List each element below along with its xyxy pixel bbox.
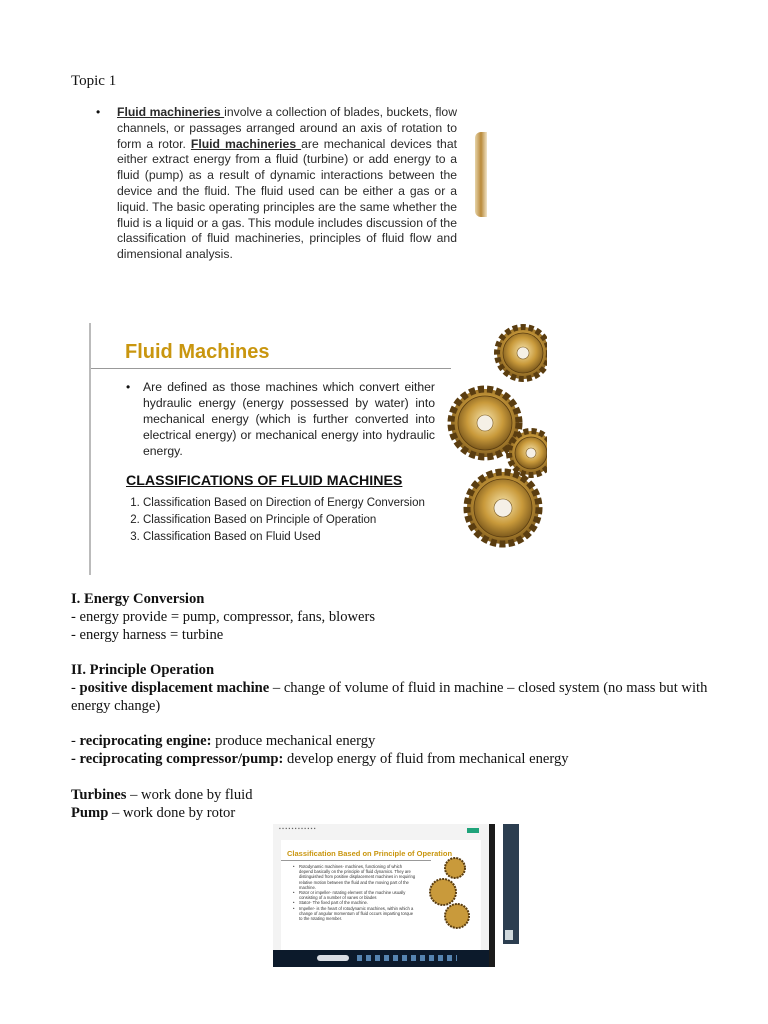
pump-term: Pump: [71, 804, 109, 821]
list-item: • Rotor or impeller- rotating element of the machine usually consisting of a number of vanes or blades: [299, 890, 417, 900]
reciprocating-compressor-term: - reciprocating compressor/pump:: [71, 751, 284, 768]
search-icon: [317, 955, 349, 961]
fluid-machines-definition: Are defined as those machines which convert either hydraulic energy (energy possessed by water) into mechanical energy (which is further converted into electrical energy) or mechanical energy into hydraulic energy.: [143, 380, 435, 458]
section-energy-conversion-heading: I. Energy Conversion: [71, 591, 205, 607]
slide-title: Classification Based on Principle of Operation: [287, 849, 453, 858]
taskbar-icons: [357, 955, 457, 961]
toolbar-ribbon: ▪ ▪ ▪ ▪ ▪ ▪ ▪ ▪ ▪ ▪ ▪ ▪: [279, 826, 316, 832]
taskbar: [273, 950, 489, 967]
reciprocating-compressor-text: develop energy of fluid from mechanical energy: [283, 751, 569, 768]
gear-edge-image: [475, 132, 487, 217]
reciprocating-engine-text: produce mechanical energy: [211, 733, 376, 750]
turbines-term: Turbines: [71, 786, 127, 803]
paragraph-text-2: are mechanical devices that either extract energy from a fluid (turbine) or add energy to a fluid (pump) as a result of dynamic interactions between the device and the fluid. The fluid used can be either a gas or a liquid. The basic operating principles are the same whether the fluid is a liquid or a gas. This module includes discussion of the classification of fluid machineries, principles of fluid flow and dimensional analysis.: [117, 136, 457, 262]
panel-icon: [505, 930, 513, 940]
paragraph-text-1: involve a collection of blades, buckets, flow channels, or passages arranged around an axis of rotation to form a rotor.: [117, 105, 457, 151]
section-principle-operation-heading: II. Principle Operation: [71, 662, 215, 679]
term-fluid-machineries-2: Fluid machineries: [190, 136, 302, 151]
turbines-text: – work done by fluid: [126, 786, 253, 803]
turbines-line: [71, 787, 711, 805]
gears-image: [445, 323, 547, 551]
bullet-marker: •: [96, 105, 101, 119]
side-panel: [503, 824, 519, 944]
list-item: • Stator- The fixed part of the machine.: [299, 900, 417, 905]
list-item: 1. Classification Based on Direction of Energy Conversion: [143, 495, 425, 512]
list-item: • Rotodynamic machines- machines, functioning of which depend basically on the principle of fluid dynamics. They are distinguished from positive displacement machines in requiring relative motion between the fluid and the moving part of the machine.: [299, 864, 417, 890]
line-prefix: -: [71, 679, 80, 696]
topic-heading: Topic 1: [71, 73, 117, 89]
positive-displacement-line: [71, 680, 711, 716]
share-icon: [467, 828, 479, 833]
slide-title: Fluid Machines: [125, 341, 270, 363]
pump-line: [71, 805, 711, 823]
bullet-marker: •: [126, 380, 131, 394]
screen-capture: [273, 824, 489, 967]
reciprocating-engine-line: [71, 733, 711, 751]
classifications-heading: CLASSIFICATIONS OF FLUID MACHINES: [126, 473, 403, 489]
title-divider: [281, 860, 431, 861]
definitions-list: [299, 864, 417, 921]
reciprocating-engine-term: reciprocating engine:: [79, 733, 212, 750]
gears-image: [427, 856, 471, 932]
window-border: [489, 824, 495, 967]
title-divider: [91, 368, 451, 369]
energy-harness-line: - energy harness = turbine: [71, 626, 224, 643]
reciprocating-compressor-line: [71, 751, 711, 769]
positive-displacement-text: – change of volume of fluid in machine – closed system (no mass but with energy change): [71, 679, 708, 714]
fluid-machineries-paragraph: [117, 105, 457, 263]
list-item: • Impeller- is the heart of rotodynamic machines, within which a change of angular momentum of fluid occurs imparting torque to the rotating member.: [299, 906, 417, 922]
lecture-notes: [71, 591, 711, 822]
energy-provide-line: - energy provide = pump, compressor, fans, blowers: [71, 608, 376, 625]
classifications-list: [125, 495, 425, 546]
term-fluid-machineries-1: Fluid machineries: [117, 105, 225, 119]
positive-displacement-term: positive displacement machine: [79, 679, 270, 696]
list-item: 2. Classification Based on Principle of Operation: [143, 512, 425, 529]
line-prefix: -: [71, 733, 80, 750]
slide-thumbnail: [281, 840, 481, 957]
fluid-machineries-screenshot: [92, 102, 487, 288]
pump-text: – work done by rotor: [108, 804, 236, 821]
list-item: 3. Classification Based on Fluid Used: [143, 529, 425, 546]
principle-operation-screenshot: [273, 824, 519, 967]
fluid-machines-slide: [89, 323, 547, 575]
